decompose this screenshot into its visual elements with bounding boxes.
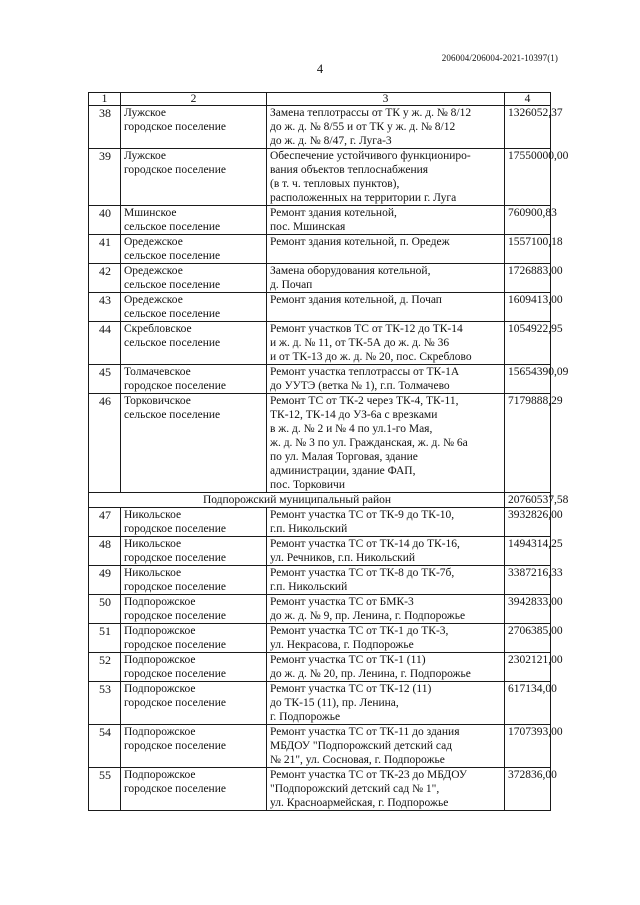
work-line: до ТК-15 (11), пр. Ленина,: [270, 697, 399, 709]
row-number: 47: [89, 508, 121, 537]
table-row: [89, 264, 551, 293]
table-row: [89, 322, 551, 365]
work-line: и от ТК-13 до ж. д. № 20, пос. Скреблово: [270, 351, 472, 363]
work-line: Обеспечение устойчивого функциониро-: [270, 150, 471, 162]
document-id: 206004/206004-2021-10397(1): [441, 53, 558, 63]
settlement-line: Мшинское: [124, 207, 177, 219]
work-line: Ремонт здания котельной,: [270, 207, 397, 219]
work-description-cell: [267, 394, 505, 493]
amount-cell: 7179888,29: [505, 394, 551, 493]
work-line: Замена теплотрассы от ТК у ж. д. № 8/12: [270, 107, 472, 119]
row-number: 38: [89, 106, 121, 149]
work-line: Ремонт участков ТС от ТК-12 до ТК-14: [270, 323, 463, 335]
work-description-cell: [267, 106, 505, 149]
work-line: пос. Мшинская: [270, 221, 346, 233]
work-line: Ремонт участка ТС от ТК-12 (11): [270, 683, 432, 695]
settlement-line: Лужское: [124, 150, 166, 162]
settlement-cell: [121, 365, 267, 394]
table-row: [89, 508, 551, 537]
settlement-line: Подпорожское: [124, 726, 196, 738]
table-row: [89, 394, 551, 493]
work-line: Ремонт здания котельной, п. Оредеж: [270, 236, 450, 248]
amount-cell: 1054922,95: [505, 322, 551, 365]
settlement-cell: [121, 394, 267, 493]
settlement-cell: [121, 235, 267, 264]
column-header: 2: [121, 93, 267, 106]
row-number: 42: [89, 264, 121, 293]
settlement-cell: [121, 149, 267, 206]
column-header: 3: [267, 93, 505, 106]
amount-cell: 2302121,00: [505, 653, 551, 682]
table-row: [89, 235, 551, 264]
work-line: д. Почап: [270, 279, 313, 291]
amount-cell: 3942833,00: [505, 595, 551, 624]
settlement-line: городское поселение: [124, 380, 226, 392]
work-line: администрации, здание ФАП,: [270, 465, 416, 477]
amount-cell: 2706385,00: [505, 624, 551, 653]
amount-cell: 15654390,09: [505, 365, 551, 394]
work-line: Ремонт участка ТС от ТК-1 до ТК-3,: [270, 625, 449, 637]
settlement-line: городское поселение: [124, 552, 226, 564]
settlement-cell: [121, 508, 267, 537]
amount-cell: 1557100,18: [505, 235, 551, 264]
work-description-cell: [267, 235, 505, 264]
settlement-line: Никольское: [124, 567, 182, 579]
work-description-cell: [267, 365, 505, 394]
row-number: 46: [89, 394, 121, 493]
settlement-cell: [121, 537, 267, 566]
settlement-line: Оредежское: [124, 294, 183, 306]
settlement-line: сельское поселение: [124, 337, 221, 349]
work-line: Замена оборудования котельной,: [270, 265, 431, 277]
settlement-line: городское поселение: [124, 164, 226, 176]
table-row: [89, 595, 551, 624]
work-line: Ремонт участка ТС от ТК-23 до МБДОУ: [270, 769, 468, 781]
work-line: г.п. Никольский: [270, 581, 348, 593]
settlement-line: городское поселение: [124, 668, 226, 680]
work-description-cell: [267, 768, 505, 811]
work-line: Ремонт участка теплотрассы от ТК-1А: [270, 366, 460, 378]
work-description-cell: [267, 508, 505, 537]
row-number: 44: [89, 322, 121, 365]
amount-cell: 760900,83: [505, 206, 551, 235]
settlement-line: городское поселение: [124, 639, 226, 651]
settlement-line: городское поселение: [124, 783, 226, 795]
row-number: 53: [89, 682, 121, 725]
row-number: 43: [89, 293, 121, 322]
amount-cell: 1494314,25: [505, 537, 551, 566]
work-line: Ремонт участка ТС от ТК-14 до ТК-16,: [270, 538, 460, 550]
work-line: ТК-12, ТК-14 до УЗ-6а с врезками: [270, 409, 438, 421]
table-row: [89, 566, 551, 595]
table-row: [89, 106, 551, 149]
work-line: до ж. д. № 20, пр. Ленина, г. Подпорожье: [270, 668, 471, 680]
row-number: 49: [89, 566, 121, 595]
work-line: ул. Речников, г.п. Никольский: [270, 552, 416, 564]
work-line: № 21", ул. Сосновая, г. Подпорожье: [270, 754, 445, 766]
amount-cell: 3932826,00: [505, 508, 551, 537]
work-line: до ж. д. № 9, пр. Ленина, г. Подпорожье: [270, 610, 466, 622]
amount-cell: 17550000,00: [505, 149, 551, 206]
settlement-line: сельское поселение: [124, 308, 221, 320]
row-number: 48: [89, 537, 121, 566]
work-line: Ремонт участка ТС от ТК-9 до ТК-10,: [270, 509, 455, 521]
work-line: "Подпорожский детский сад № 1",: [270, 783, 440, 795]
work-description-cell: [267, 682, 505, 725]
district-subtotal-row: [89, 493, 551, 508]
table-row: [89, 624, 551, 653]
table-row: [89, 206, 551, 235]
amount-cell: 3387216,33: [505, 566, 551, 595]
registry-table: [88, 92, 569, 811]
work-description-cell: [267, 595, 505, 624]
amount-cell: 372836,00: [505, 768, 551, 811]
work-line: по ул. Малая Торговая, здание: [270, 451, 418, 463]
row-number: 51: [89, 624, 121, 653]
settlement-cell: [121, 682, 267, 725]
settlement-cell: [121, 595, 267, 624]
work-description-cell: [267, 149, 505, 206]
amount-cell: 1726883,00: [505, 264, 551, 293]
amount-cell: 617134,00: [505, 682, 551, 725]
work-description-cell: [267, 725, 505, 768]
table-row: [89, 653, 551, 682]
settlement-line: Подпорожское: [124, 769, 196, 781]
row-number: 45: [89, 365, 121, 394]
work-line: и ж. д. № 11, от ТК-5А до ж. д. № 36: [270, 337, 450, 349]
column-header: 4: [505, 93, 551, 106]
settlement-line: городское поселение: [124, 740, 226, 752]
work-description-cell: [267, 537, 505, 566]
table-row: [89, 149, 551, 206]
table-row: [89, 725, 551, 768]
district-name: Подпорожский муниципальный район: [89, 493, 505, 508]
settlement-line: городское поселение: [124, 697, 226, 709]
settlement-cell: [121, 264, 267, 293]
work-line: ж. д. № 3 по ул. Гражданская, ж. д. № 6а: [270, 437, 468, 449]
settlement-cell: [121, 106, 267, 149]
table-row: [89, 537, 551, 566]
work-description-cell: [267, 206, 505, 235]
work-line: Ремонт участка ТС от ТК-11 до здания: [270, 726, 460, 738]
settlement-cell: [121, 768, 267, 811]
settlement-cell: [121, 293, 267, 322]
work-line: ул. Некрасова, г. Подпорожье: [270, 639, 414, 651]
work-line: Ремонт участка ТС от БМК-3: [270, 596, 414, 608]
settlement-cell: [121, 566, 267, 595]
work-line: до ж. д. № 8/55 и от ТК у ж. д. № 8/12: [270, 121, 456, 133]
work-line: Ремонт здания котельной, д. Почап: [270, 294, 442, 306]
amount-cell: 1326052,37: [505, 106, 551, 149]
work-line: ул. Красноармейская, г. Подпорожье: [270, 797, 449, 809]
work-line: вания объектов теплоснабжения: [270, 164, 429, 176]
settlement-line: сельское поселение: [124, 250, 221, 262]
column-number-row: [89, 93, 551, 106]
row-number: 39: [89, 149, 121, 206]
settlement-line: Толмачевское: [124, 366, 191, 378]
row-number: 52: [89, 653, 121, 682]
settlement-cell: [121, 725, 267, 768]
work-line: расположенных на территории г. Луга: [270, 192, 457, 204]
work-description-cell: [267, 624, 505, 653]
settlement-line: сельское поселение: [124, 409, 221, 421]
table-row: [89, 768, 551, 811]
settlement-line: Никольское: [124, 538, 182, 550]
settlement-line: городское поселение: [124, 121, 226, 133]
table-row: [89, 293, 551, 322]
settlement-line: Подпорожское: [124, 654, 196, 666]
work-line: до УУТЭ (ветка № 1), г.п. Толмачево: [270, 380, 450, 392]
work-line: в ж. д. № 2 и № 4 по ул.1-го Мая,: [270, 423, 433, 435]
table-row: [89, 365, 551, 394]
district-sum: 20760537,58: [505, 493, 551, 508]
settlement-line: Подпорожское: [124, 625, 196, 637]
settlement-cell: [121, 322, 267, 365]
settlement-line: Торковичское: [124, 395, 191, 407]
work-line: Ремонт участка ТС от ТК-1 (11): [270, 654, 426, 666]
work-line: Ремонт ТС от ТК-2 через ТК-4, ТК-11,: [270, 395, 459, 407]
settlement-cell: [121, 206, 267, 235]
work-line: г.п. Никольский: [270, 523, 348, 535]
work-line: МБДОУ "Подпорожский детский сад: [270, 740, 453, 752]
settlement-line: сельское поселение: [124, 221, 221, 233]
work-line: Ремонт участка ТС от ТК-8 до ТК-7б,: [270, 567, 455, 579]
amount-cell: 1609413,00: [505, 293, 551, 322]
work-line: г. Подпорожье: [270, 711, 341, 723]
settlement-line: Оредежское: [124, 265, 183, 277]
settlement-cell: [121, 653, 267, 682]
amount-cell: 1707393,00: [505, 725, 551, 768]
page-number: 4: [316, 62, 324, 76]
work-description-cell: [267, 264, 505, 293]
settlement-line: Оредежское: [124, 236, 183, 248]
settlement-cell: [121, 624, 267, 653]
settlement-line: Подпорожское: [124, 596, 196, 608]
work-description-cell: [267, 322, 505, 365]
row-number: 40: [89, 206, 121, 235]
column-header: 1: [89, 93, 121, 106]
settlement-line: сельское поселение: [124, 279, 221, 291]
settlement-line: городское поселение: [124, 523, 226, 535]
work-description-cell: [267, 653, 505, 682]
settlement-line: городское поселение: [124, 581, 226, 593]
settlement-line: городское поселение: [124, 610, 226, 622]
work-description-cell: [267, 566, 505, 595]
work-line: (в т. ч. тепловых пунктов),: [270, 178, 400, 190]
work-description-cell: [267, 293, 505, 322]
row-number: 41: [89, 235, 121, 264]
work-line: пос. Торковичи: [270, 479, 345, 491]
row-number: 55: [89, 768, 121, 811]
table-row: [89, 682, 551, 725]
row-number: 54: [89, 725, 121, 768]
row-number: 50: [89, 595, 121, 624]
work-line: до ж. д. № 8/47, г. Луга-3: [270, 135, 392, 147]
settlement-line: Лужское: [124, 107, 166, 119]
settlement-line: Скребловское: [124, 323, 192, 335]
settlement-line: Подпорожское: [124, 683, 196, 695]
settlement-line: Никольское: [124, 509, 182, 521]
registry-table-body: [89, 93, 569, 811]
